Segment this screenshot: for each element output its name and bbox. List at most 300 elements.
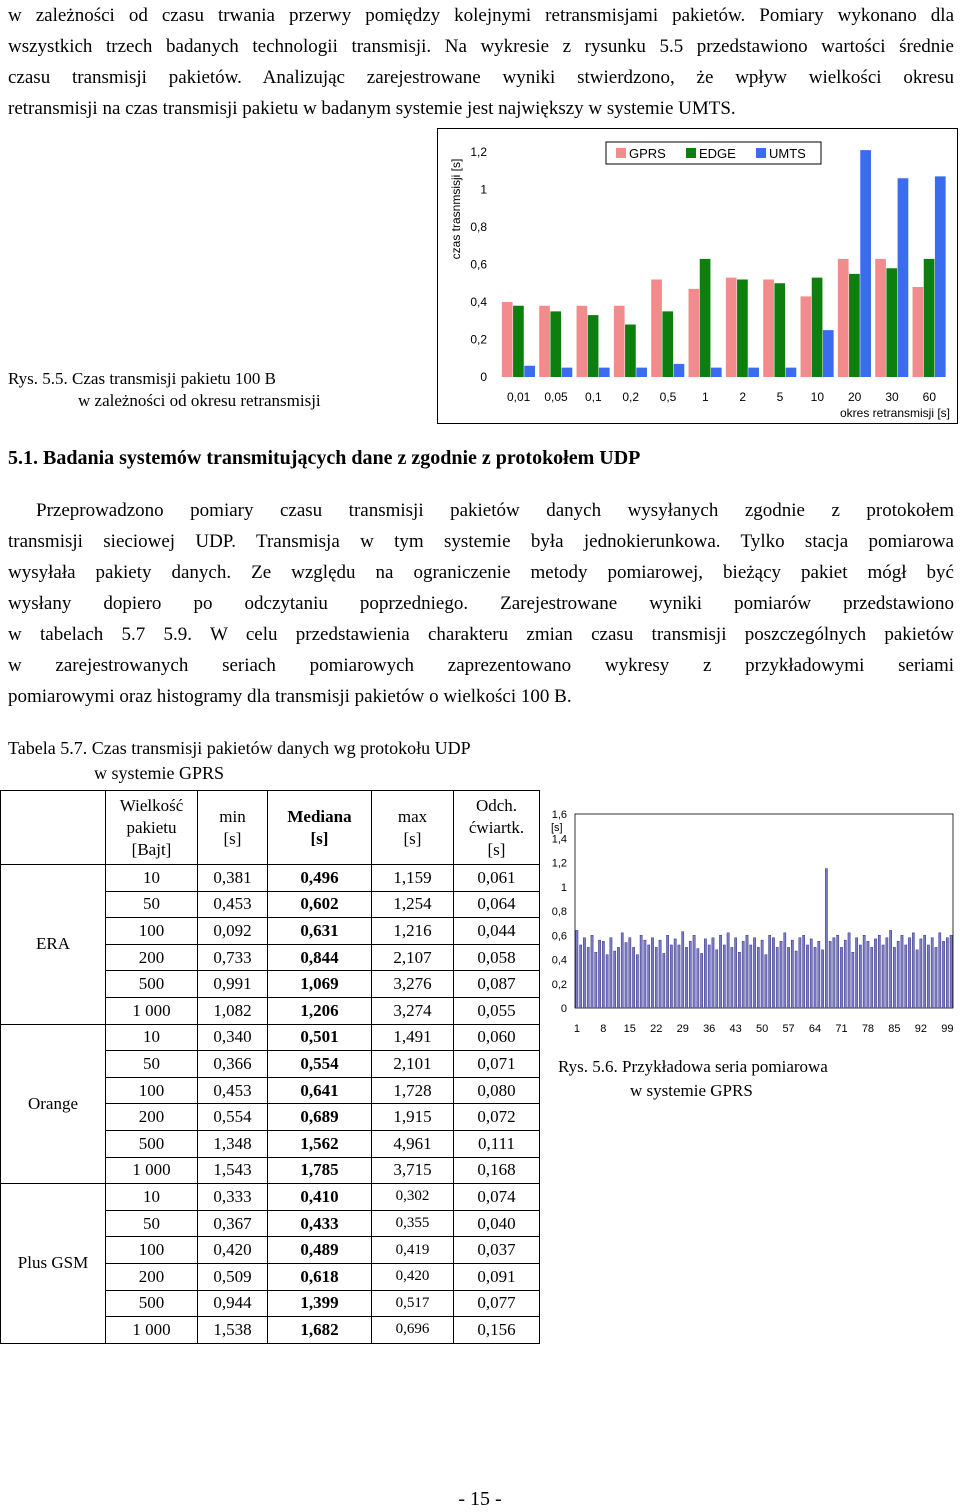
series-bar [621,933,623,1008]
legend-swatch-umts [756,148,766,158]
median-cell: 1,562 [268,1130,372,1157]
y-tick-label: 0,2 [470,332,487,347]
y-tick-label: 1 [560,881,567,894]
body-line: wysłany dopiero po odczytaniu poprzedniego. Zarejestrowane wyniki pomiarów przedstawiono [8,593,954,614]
figure-5-5-caption [8,368,321,412]
series-bar [576,930,578,1008]
x-tick-label: 0,1 [584,390,602,404]
max-cell: 3,276 [372,971,454,998]
x-tick-label: 57 [782,1023,795,1035]
bar-umts [562,368,573,377]
series-bar [916,950,918,1008]
packet-size-cell: 100 [106,918,198,945]
x-tick-label: 22 [650,1023,663,1035]
max-cell: 1,491 [372,1024,454,1051]
series-bar [689,941,691,1008]
median-cell: 0,641 [268,1077,372,1104]
x-tick-label: 60 [922,390,937,404]
iqr-cell: 0,040 [454,1210,540,1237]
max-cell: 1,254 [372,891,454,918]
series-bar [806,945,808,1008]
series-bar [814,947,816,1008]
x-tick-label: 85 [888,1023,901,1035]
min-cell: 0,944 [198,1290,268,1317]
table-caption-line1: Tabela 5.7. Czas transmisji pakietów danych wg protokołu UDP [8,738,471,758]
bar-umts [711,368,722,377]
packet-size-cell: 50 [106,1051,198,1078]
packet-size-cell: 200 [106,1104,198,1131]
median-cell: 0,496 [268,865,372,892]
bar-umts [599,368,610,377]
series-bar [772,938,774,1008]
series-bar [920,939,922,1008]
series-bar [863,935,865,1008]
operator-cell: ERA [1,865,106,1025]
gprs-series-bar-chart [543,800,960,1045]
median-cell: 0,631 [268,918,372,945]
series-bar [840,947,842,1008]
bar-edge [588,315,599,377]
series-bar [610,938,612,1008]
series-bar [685,947,687,1008]
series-bar [670,945,672,1008]
bar-edge [550,311,561,377]
packet-size-cell: 10 [106,1024,198,1051]
series-bar [867,941,869,1008]
table-5-7 [0,790,540,1344]
series-bar [810,939,812,1008]
packet-size-cell: 100 [106,1237,198,1264]
min-cell: 0,333 [198,1184,268,1211]
max-cell: 0,696 [372,1317,454,1344]
body-line: w tabelach 5.7 5.9. W celu przedstawienia charakteru zmian czasu transmisji poszczególnych pakietów [8,624,954,645]
iqr-cell: 0,061 [454,865,540,892]
median-cell: 1,206 [268,997,372,1024]
bar-umts [748,368,759,377]
series-bar [882,945,884,1008]
body-line: transmisji sieciowej UDP. Transmisja w tym systemie była jednokierunkowa. Tylko stacja pomiarowa [8,531,954,552]
min-cell: 1,348 [198,1130,268,1157]
y-tick-label: 1,2 [470,145,487,159]
series-bar [859,945,861,1008]
max-cell: 4,961 [372,1130,454,1157]
figure-5-6-caption-line1: Rys. 5.6. Przykładowa seria pomiarowa [558,1057,828,1076]
min-cell: 1,543 [198,1157,268,1184]
series-bar [848,933,850,1008]
min-cell: 1,538 [198,1317,268,1344]
bar-umts [524,366,535,377]
bar-umts [860,150,871,377]
series-bar [587,947,589,1008]
min-cell: 0,991 [198,971,268,998]
packet-size-cell: 10 [106,1184,198,1211]
bar-gprs [689,289,700,377]
bar-umts [935,176,946,377]
packet-size-cell: 1 000 [106,997,198,1024]
series-bar [878,935,880,1008]
series-bar [746,935,748,1008]
table-body [1,865,540,1344]
min-cell: 0,509 [198,1263,268,1290]
packet-size-cell: 100 [106,1077,198,1104]
bar-umts [674,364,685,377]
bar-gprs [502,302,513,377]
series-bar [886,938,888,1008]
x-tick-label: 36 [703,1023,716,1035]
series-bar [697,949,699,1008]
series-bar [795,951,797,1008]
series-bar [950,935,952,1008]
header-operator [1,791,106,865]
series-bar [924,935,926,1008]
y-tick-label: 0,6 [470,257,487,272]
iqr-cell: 0,037 [454,1237,540,1264]
median-cell: 1,399 [268,1290,372,1317]
y-tick-label: 1,4 [551,833,567,846]
median-cell: 0,489 [268,1237,372,1264]
series-bar [644,940,646,1008]
iqr-cell: 0,156 [454,1317,540,1344]
x-tick-label: 0,05 [544,390,568,404]
series-bar [939,933,941,1008]
packet-size-cell: 10 [106,865,198,892]
iqr-cell: 0,168 [454,1157,540,1184]
intro-paragraph [8,0,954,124]
series-bar [708,945,710,1008]
operator-cell: Orange [1,1024,106,1184]
series-bar [927,945,929,1008]
series-bar [648,945,650,1008]
table-row [1,1184,540,1211]
x-tick-label: 0,5 [659,390,677,404]
series-bar [897,941,899,1008]
y-axis-unit: [s] [551,822,563,834]
bar-edge [737,280,748,378]
max-cell: 0,517 [372,1290,454,1317]
packet-size-cell: 200 [106,944,198,971]
intro-line: wszystkich trzech badanych technologii transmisji. Na wykresie z rysunku 5.5 przedstawiono wartości średnie [8,36,954,57]
iqr-cell: 0,072 [454,1104,540,1131]
median-cell: 0,844 [268,944,372,971]
iqr-cell: 0,055 [454,997,540,1024]
series-bar [678,945,680,1008]
header-max: max [s] [372,791,454,865]
bar-umts [898,178,909,377]
legend-label-edge: EDGE [699,146,736,161]
series-bar [625,943,627,1008]
series-bar [655,947,657,1008]
x-tick-label: 92 [914,1023,927,1035]
bar-gprs [875,259,886,377]
series-bar [682,932,684,1008]
series-bar [799,938,801,1008]
series-bar [874,939,876,1008]
median-cell: 1,682 [268,1317,372,1344]
series-bar [651,938,653,1008]
series-bar [735,938,737,1008]
header-median: Mediana [s] [268,791,372,865]
series-bar [855,938,857,1008]
legend-label-gprs: GPRS [629,146,666,161]
figure-5-5-caption-line1: Rys. 5.5. Czas transmisji pakietu 100 B [8,369,276,388]
packet-size-cell: 50 [106,1210,198,1237]
legend-swatch-gprs [616,148,626,158]
figure-5-6-chart-frame [543,800,960,1045]
x-tick-label: 10 [810,390,825,404]
operator-cell: Plus GSM [1,1184,106,1344]
y-tick-label: 0,2 [551,978,567,991]
max-cell: 0,355 [372,1210,454,1237]
max-cell: 1,216 [372,918,454,945]
iqr-cell: 0,044 [454,918,540,945]
median-cell: 1,785 [268,1157,372,1184]
x-tick-label: 78 [861,1023,875,1035]
body-paragraph [8,495,954,712]
series-bar [818,941,820,1008]
series-bar [632,947,634,1008]
min-cell: 0,092 [198,918,268,945]
packet-size-cell: 1 000 [106,1317,198,1344]
intro-line: retransmisji na czas transmisji pakietu w badanym systemie jest największy w systemie UMTS. [8,98,736,119]
x-tick-label: 30 [885,390,899,404]
series-bar [674,939,676,1008]
legend [606,142,821,164]
series-bar [787,947,789,1008]
max-cell: 1,728 [372,1077,454,1104]
series-bar [905,945,907,1008]
series-bar [723,945,725,1008]
y-axis-label: czas trasnmsisji [s] [449,158,463,260]
x-tick-label: 29 [676,1023,689,1035]
iqr-cell: 0,058 [454,944,540,971]
body-line: w zarejestrowanych seriach pomiarowych zaprezentowano wykresy z przykładowymi seriami [8,655,954,676]
x-tick-label: 5 [776,390,784,404]
median-cell: 0,554 [268,1051,372,1078]
series-bar [893,947,895,1008]
min-cell: 0,366 [198,1051,268,1078]
series-bar [837,935,839,1008]
bar-edge [924,259,935,377]
x-tick-label: 43 [729,1023,742,1035]
series-bar [712,938,714,1008]
plot-area [575,814,953,1008]
median-cell: 0,618 [268,1263,372,1290]
series-bar [769,935,771,1008]
retransmission-bar-chart [438,129,957,423]
min-cell: 0,367 [198,1210,268,1237]
y-tick-label: 1 [480,182,487,197]
y-tick-label: 0,6 [551,930,567,943]
intro-line: czasu transmisji pakietów. Analizując zarejestrowane wyniki stwierdzono, że wpływ wielkości okresu [8,67,954,88]
series-bar [617,947,619,1008]
series-bar [614,951,616,1008]
y-tick-label: 0 [480,370,487,384]
iqr-cell: 0,091 [454,1263,540,1290]
x-tick-label: 1 [701,390,709,404]
bar-gprs [539,306,550,377]
iqr-cell: 0,071 [454,1051,540,1078]
series-bar [636,955,638,1008]
min-cell: 0,453 [198,1077,268,1104]
max-cell: 0,419 [372,1237,454,1264]
table-row [1,865,540,892]
series-bar [753,938,755,1008]
series-bar [912,933,914,1008]
bar-edge [513,306,524,377]
bar-umts [786,368,797,377]
min-cell: 0,554 [198,1104,268,1131]
series-bar [757,947,759,1008]
legend-swatch-edge [686,148,696,158]
bar-gprs [577,306,588,377]
figure-5-5-chart-frame [437,128,958,424]
series-bar [700,953,702,1008]
median-cell: 0,602 [268,891,372,918]
series-bar [716,950,718,1008]
packet-size-cell: 1 000 [106,1157,198,1184]
packet-size-cell: 500 [106,1290,198,1317]
body-line: pomiarowymi oraz histogramy dla transmisji pakietów o wielkości 100 B. [8,686,572,707]
y-tick-label: 0,4 [470,295,487,309]
body-line: wysyłała pakiety danych. Ze względu na ograniczenie metody pomiarowej, bieżący pakiet mógł być [8,562,954,583]
series-bar [791,940,793,1008]
bar-edge [886,268,897,377]
figure-5-5-caption-line2: w zależności od okresu retransmisji [78,391,321,410]
iqr-cell: 0,077 [454,1290,540,1317]
min-cell: 0,733 [198,944,268,971]
min-cell: 0,420 [198,1237,268,1264]
series-bar [908,938,910,1008]
packet-size-cell: 500 [106,1130,198,1157]
legend-label-umts: UMTS [769,146,806,161]
series-bar [829,941,831,1008]
x-tick-label: 0,01 [506,390,531,404]
section-heading: 5.1. Badania systemów transmitujących dane z zgodnie z protokołem UDP [8,447,641,469]
max-cell: 2,101 [372,1051,454,1078]
max-cell: 1,915 [372,1104,454,1131]
x-tick-label: 0,2 [622,390,640,404]
figure-5-6-caption [558,1055,828,1103]
series-bar [946,938,948,1008]
bar-gprs [801,296,812,377]
series-bar [803,935,805,1008]
bar-umts [636,368,647,377]
max-cell: 3,715 [372,1157,454,1184]
series-bar [889,930,891,1008]
series-bar [666,935,668,1008]
y-tick-label: 0 [560,1003,567,1015]
bar-gprs [614,306,625,377]
series-bar [833,938,835,1008]
series-bar [776,947,778,1008]
median-cell: 0,501 [268,1024,372,1051]
bar-gprs [763,280,774,378]
y-tick-label: 1,6 [551,809,567,821]
table-5-7-caption [8,736,471,786]
x-tick-label: 20 [847,390,862,404]
max-cell: 0,420 [372,1263,454,1290]
packet-size-cell: 500 [106,971,198,998]
min-cell: 0,340 [198,1024,268,1051]
table-row [1,1024,540,1051]
bar-edge [662,311,673,377]
series-bar [942,941,944,1008]
series-bar [844,940,846,1008]
min-cell: 0,453 [198,891,268,918]
max-cell: 3,274 [372,997,454,1024]
x-tick-label: 50 [755,1023,769,1035]
iqr-cell: 0,087 [454,971,540,998]
series-bar [821,950,823,1008]
packet-size-cell: 50 [106,891,198,918]
bar-edge [774,283,785,377]
bar-edge [700,259,711,377]
x-tick-label: 71 [835,1023,848,1035]
series-bar [595,952,597,1008]
series-bar [765,955,767,1008]
page-number: - 15 - [458,1488,502,1510]
y-tick-label: 0,8 [551,906,567,918]
header-iqr: Odch. ćwiartk. [s] [454,791,540,865]
series-bar [727,933,729,1008]
bar-gprs [838,259,849,377]
figure-5-6-caption-line2: w systemie GPRS [630,1081,753,1100]
series-bar [750,945,752,1008]
bar-edge [625,325,636,378]
y-tick-label: 0,4 [551,954,567,967]
series-bar [704,939,706,1008]
series-bar [659,940,661,1008]
series-bar [780,941,782,1008]
bar-edge [849,274,860,377]
bar-gprs [913,287,924,377]
series-bar [852,952,854,1008]
x-tick-label: 2 [739,390,747,404]
series-bar [640,935,642,1008]
min-cell: 0,381 [198,865,268,892]
median-cell: 0,433 [268,1210,372,1237]
median-cell: 1,069 [268,971,372,998]
series-bar [825,869,827,1008]
series-bar [719,935,721,1008]
packet-size-cell: 200 [106,1263,198,1290]
series-bar [761,940,763,1008]
header-packet-size: Wielkość pakietu [Bajt] [106,791,198,865]
series-bar [871,947,873,1008]
x-tick-label: 15 [623,1023,636,1035]
x-tick-label: 1 [573,1023,580,1035]
x-tick-label: 99 [941,1023,954,1035]
bar-gprs [651,280,662,378]
iqr-cell: 0,060 [454,1024,540,1051]
intro-line: w zależności od czasu trwania przerwy pomiędzy kolejnymi retransmisjami pakietów. Pomiary wykonano dla [8,5,954,26]
series-bar [663,953,665,1008]
x-tick-label: 64 [808,1023,822,1035]
series-bar [606,955,608,1008]
min-cell: 1,082 [198,997,268,1024]
table-caption-line2: w systemie GPRS [94,763,225,783]
bar-edge [812,278,823,377]
series-bar [742,941,744,1008]
y-tick-label: 1,2 [551,857,567,870]
header-min: min [s] [198,791,268,865]
series-bar [629,938,631,1008]
max-cell: 0,302 [372,1184,454,1211]
series-bar [731,947,733,1008]
iqr-cell: 0,111 [454,1130,540,1157]
series-bar [602,941,604,1008]
x-tick-label: 8 [600,1023,607,1035]
